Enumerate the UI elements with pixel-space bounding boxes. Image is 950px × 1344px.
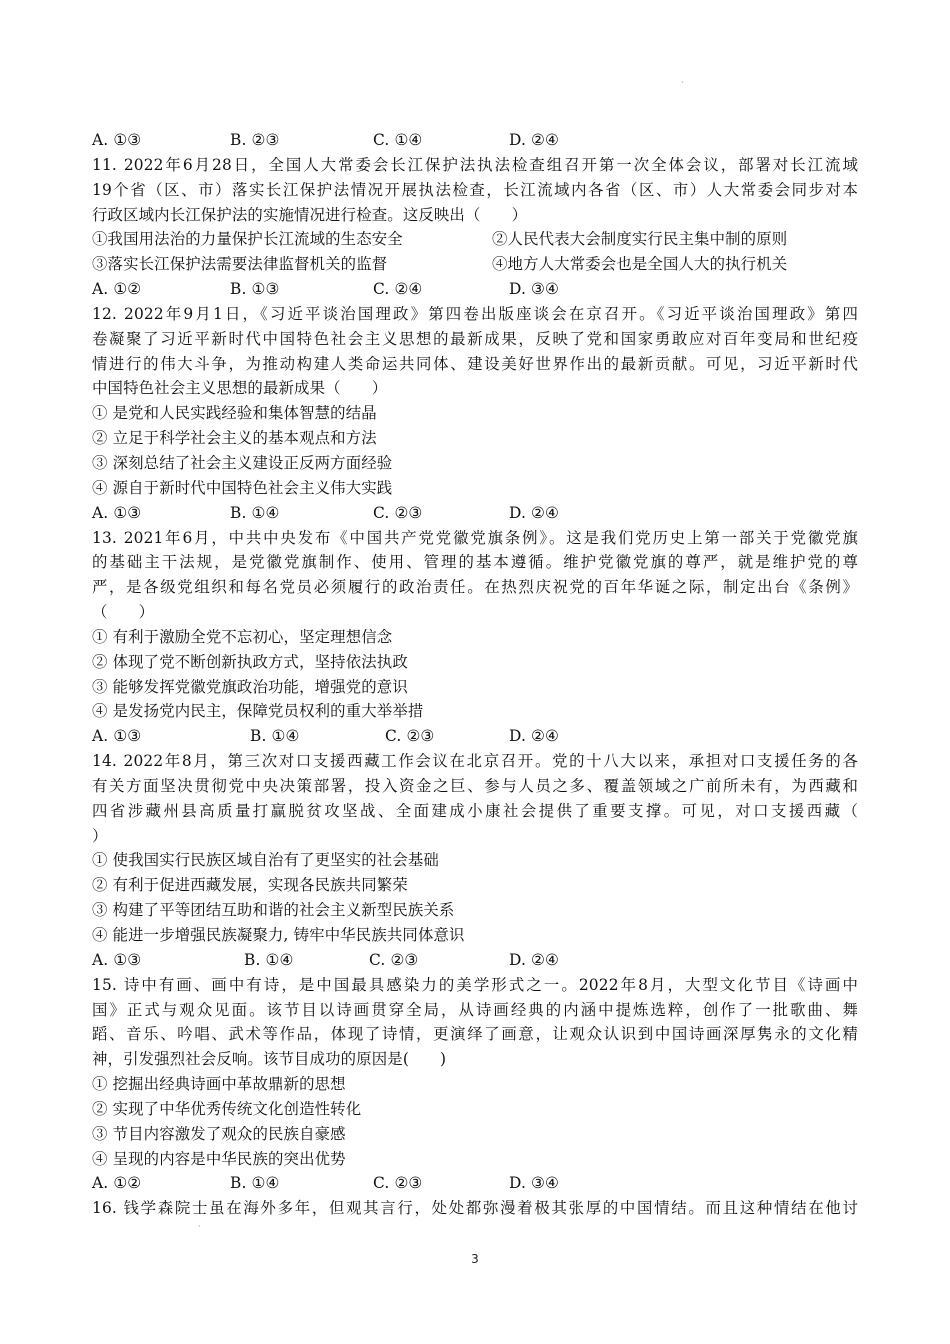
q15-item: ④ 呈现的内容是中华民族的突出优势 xyxy=(92,1149,346,1168)
q11-item: ③落实长江保护法需要法律监督机关的监督 xyxy=(92,255,388,274)
q15-item: ② 实现了中华优秀传统文化创造性转化 xyxy=(92,1099,362,1118)
q13-item: ④ 是发扬党内民主，保障党员权利的重大举举措 xyxy=(92,702,424,721)
q13-item: ① 有利于激励全党不忘初心，坚定理想信念 xyxy=(92,627,393,646)
option-d: D. ②④ xyxy=(509,503,559,522)
option-c: C. ②③ xyxy=(369,950,419,969)
option-d: D. ③④ xyxy=(509,1174,559,1193)
q13-item: ② 体现了党不断创新执政方式，坚持依法执政 xyxy=(92,652,408,671)
option-a: A. ①② xyxy=(92,1174,142,1193)
q11-stem-line: 19个省（区、市）落实长江保护法情况开展执法检查，长江流域内各省（区、市）人大常委会同步对本 xyxy=(92,180,858,199)
q14-item: ③ 构建了平等团结互助和谐的社会主义新型民族关系 xyxy=(92,901,455,920)
q15-stem-line: 15. 诗中有画、画中有诗，是中国最具感染力的美学形式之一。2022年8月，大型文化节目《诗画中 xyxy=(92,975,858,994)
option-a: A. ①② xyxy=(92,280,142,299)
option-a: A. ①③ xyxy=(92,503,142,522)
q11-items-row xyxy=(92,252,858,277)
q12-stem-line: 中国特色社会主义思想的最新成果（ ） xyxy=(92,379,388,398)
option-d: D. ③④ xyxy=(509,280,559,299)
option-c: C. ②③ xyxy=(373,503,423,522)
option-c: C. ①④ xyxy=(373,131,423,149)
option-d: D. ②④ xyxy=(509,131,559,149)
q15-item: ③ 节目内容激发了观众的民族自豪感 xyxy=(92,1124,346,1143)
q11-item: ④地方人大常委会也是全国人大的执行机关 xyxy=(492,255,788,274)
option-b: B. ①④ xyxy=(230,1174,280,1193)
question-14 xyxy=(92,749,858,973)
page-mark: · xyxy=(198,1222,201,1231)
q15-stem-line: 国》正式与观众见面。该节目以诗画贯穿全局，从诗画经典的内涵中提炼选粹，创作了一批歌曲、舞 xyxy=(92,1000,858,1019)
q13-stem-line: 的基础主干法规，是党徽党旗制作、使用、管理的基本遵循。维护党徽党旗的尊严，就是维护党的尊 xyxy=(92,553,858,572)
option-a: A. ①③ xyxy=(92,950,142,969)
question-content xyxy=(92,128,858,1221)
option-c: C. ②④ xyxy=(373,280,423,299)
question-12 xyxy=(92,302,858,526)
q11-stem-line: 11. 2022年6月28日，全国人大常委会长江保护法执法检查组召开第一次全体会议，部署对长江流域 xyxy=(92,155,858,174)
q13-item: ③ 能够发挥党徽党旗政治功能，增强党的意识 xyxy=(92,677,408,696)
page-number: 3 xyxy=(471,1252,479,1266)
q13-stem-line: 13. 2021年6月，中共中央发布《中国共产党党徽党旗条例》。这是我们党历史上第一部关于党徽党旗 xyxy=(92,528,858,547)
q14-stem-line: 有关方面坚决贯彻党中央决策部署，投入资金之巨、参与人员之多、覆盖领域之广前所未有，为西藏和 xyxy=(92,776,858,795)
q14-item: ② 有利于促进西藏发展，实现各民族共同繁荣 xyxy=(92,876,408,895)
option-a: A. ①③ xyxy=(92,131,142,149)
q12-stem-line: 12. 2022年9月1日，《习近平谈治国理政》第四卷出版座谈会在京召开。《习近平谈治国理政》第四 xyxy=(92,304,858,323)
q16-stem-line: 16. 钱学森院士虽在海外多年，但观其言行，处处都弥漫着极其张厚的中国情结。而且这种情结在他讨 xyxy=(92,1199,858,1218)
q12-stem-line: 情进行的伟大斗争，为推动构建人类命运共同体、建设美好世界作出的最新贡献。可见，习近平新时代 xyxy=(92,354,858,373)
q15-item: ① 挖掘出经典诗画中革故鼎新的思想 xyxy=(92,1075,346,1094)
page-mark: · xyxy=(681,78,684,87)
q15-stem-line: 神，引发强烈社会反响。该节目成功的原因是( ) xyxy=(92,1050,447,1069)
question-15 xyxy=(92,973,858,1197)
q12-item: ④ 源自于新时代中国特色社会主义伟大实践 xyxy=(92,478,393,497)
q10-options xyxy=(92,128,858,153)
question-16 xyxy=(92,1196,858,1221)
q14-stem-line: 四省涉藏州县高质量打赢脱贫攻坚战、全面建成小康社会提供了重要支撑。可见，对口支援西藏（ xyxy=(92,801,858,820)
q12-item: ③ 深刻总结了社会主义建设正反两方面经验 xyxy=(92,453,393,472)
q13-stem-line: 严，是各级党组织和每名党员必须履行的政治责任。在热烈庆祝党的百年华诞之际，制定出台《条例》 xyxy=(92,578,858,597)
q12-options xyxy=(92,501,858,526)
option-b: B. ①④ xyxy=(244,950,294,969)
q14-stem-line: ） xyxy=(92,826,108,845)
option-d: D. ②④ xyxy=(509,727,559,746)
q13-options xyxy=(92,724,858,749)
q11-item: ②人民代表大会制度实行民主集中制的原则 xyxy=(492,230,788,249)
q14-item: ① 使我国实行民族区域自治有了更坚实的社会基础 xyxy=(92,851,439,870)
q12-item: ① 是党和人民实践经验和集体智慧的结晶 xyxy=(92,404,377,423)
option-c: C. ②③ xyxy=(373,1174,423,1193)
q15-stem-line: 蹈、音乐、吟唱、武术等作品，体现了诗情，更演绎了画意，让观众认识到中国诗画深厚隽永的文化精 xyxy=(92,1025,858,1044)
q15-options xyxy=(92,1171,858,1196)
q14-item: ④ 能进一步增强民族凝聚力, 铸牢中华民族共同体意识 xyxy=(92,926,465,944)
q11-options xyxy=(92,277,858,302)
question-13 xyxy=(92,526,858,750)
q12-item: ② 立足于科学社会主义的基本观点和方法 xyxy=(92,429,377,448)
option-b: B. ①③ xyxy=(230,280,280,299)
q11-items-row xyxy=(92,227,858,252)
question-11 xyxy=(92,153,858,302)
q12-stem-line: 卷凝聚了习近平新时代中国特色社会主义思想的最新成果，反映了党和国家勇敢应对百年变局和世纪疫 xyxy=(92,329,858,348)
option-d: D. ②④ xyxy=(509,950,559,969)
option-a: A. ①③ xyxy=(92,727,142,746)
q11-stem-line: 行政区域内长江保护法的实施情况进行检查。这反映出（ ） xyxy=(92,205,528,224)
q11-item: ①我国用法治的力量保护长江流域的生态安全 xyxy=(92,230,403,249)
q14-options xyxy=(92,948,858,973)
option-b: B. ①④ xyxy=(250,727,300,746)
option-b: B. ①④ xyxy=(230,503,280,522)
option-b: B. ②③ xyxy=(230,131,280,149)
q14-stem-line: 14. 2022年8月，第三次对口支援西藏工作会议在北京召开。党的十八大以来，承担对口支援任务的各 xyxy=(92,752,858,771)
q13-stem-line: （ ） xyxy=(92,603,155,622)
option-c: C. ②③ xyxy=(385,727,435,746)
